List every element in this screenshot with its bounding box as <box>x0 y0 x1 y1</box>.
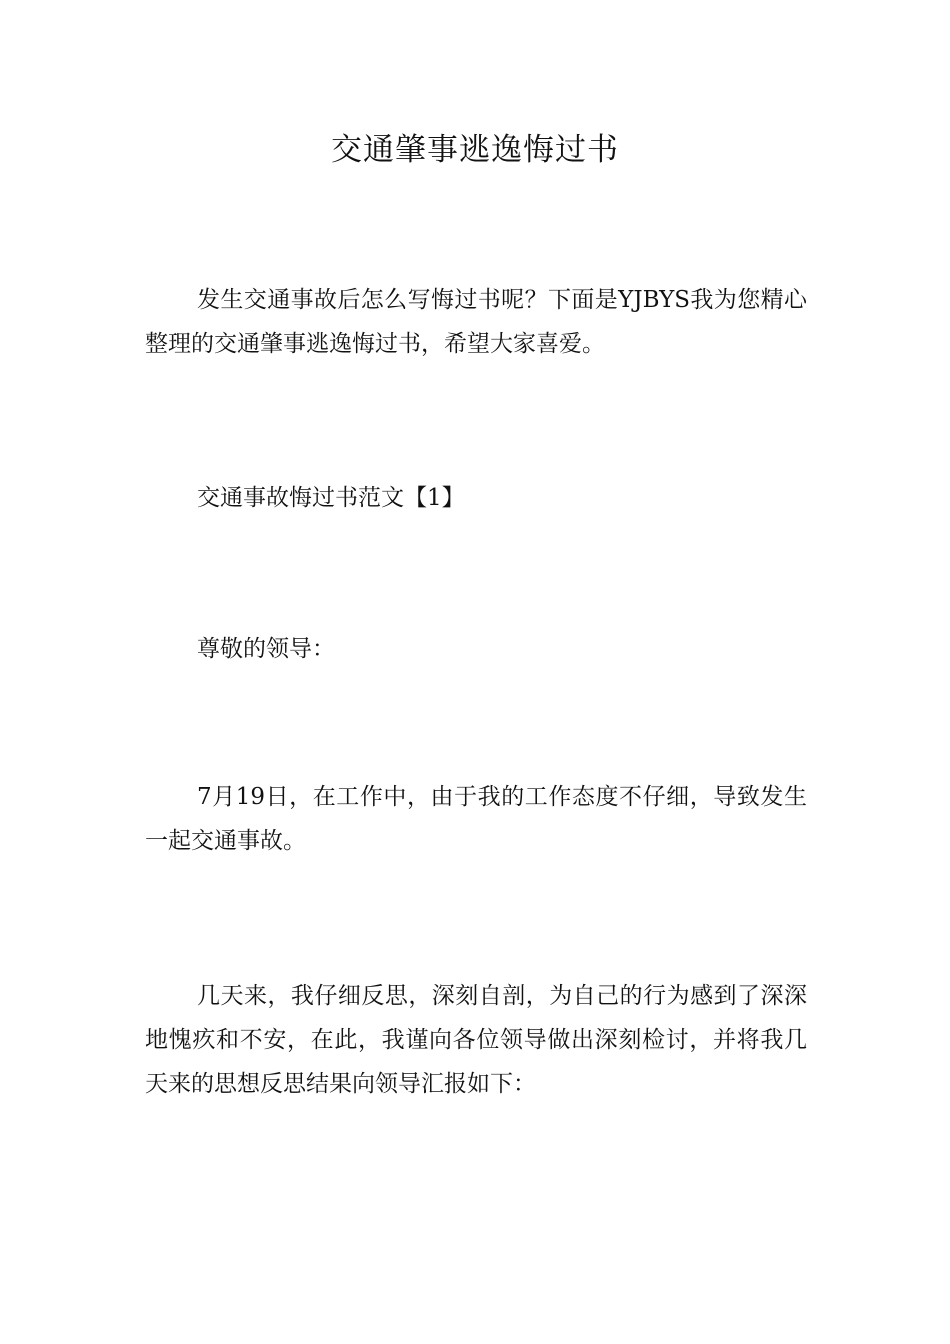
document-title: 交通肇事逃逸悔过书 <box>331 132 619 168</box>
intro-paragraph: 发生交通事故后怎么写悔过书呢？下面是YJBYS我为您精心整理的交通肇事逃逸悔过书，希望大家喜爱。 <box>145 287 807 357</box>
salutation: 尊敬的领导： <box>197 636 335 662</box>
section-heading: 交通事故悔过书范文【1】 <box>197 485 465 511</box>
body-paragraph: 7月19日，在工作中，由于我的工作态度不仔细，导致发生一起交通事故。 <box>145 784 807 854</box>
body-paragraph: 几天来，我仔细反思，深刻自剖，为自己的行为感到了深深地愧疚和不安，在此，我谨向各位领导做出深刻检讨，并将我几天来的思想反思结果向领导汇报如下： <box>145 983 807 1097</box>
